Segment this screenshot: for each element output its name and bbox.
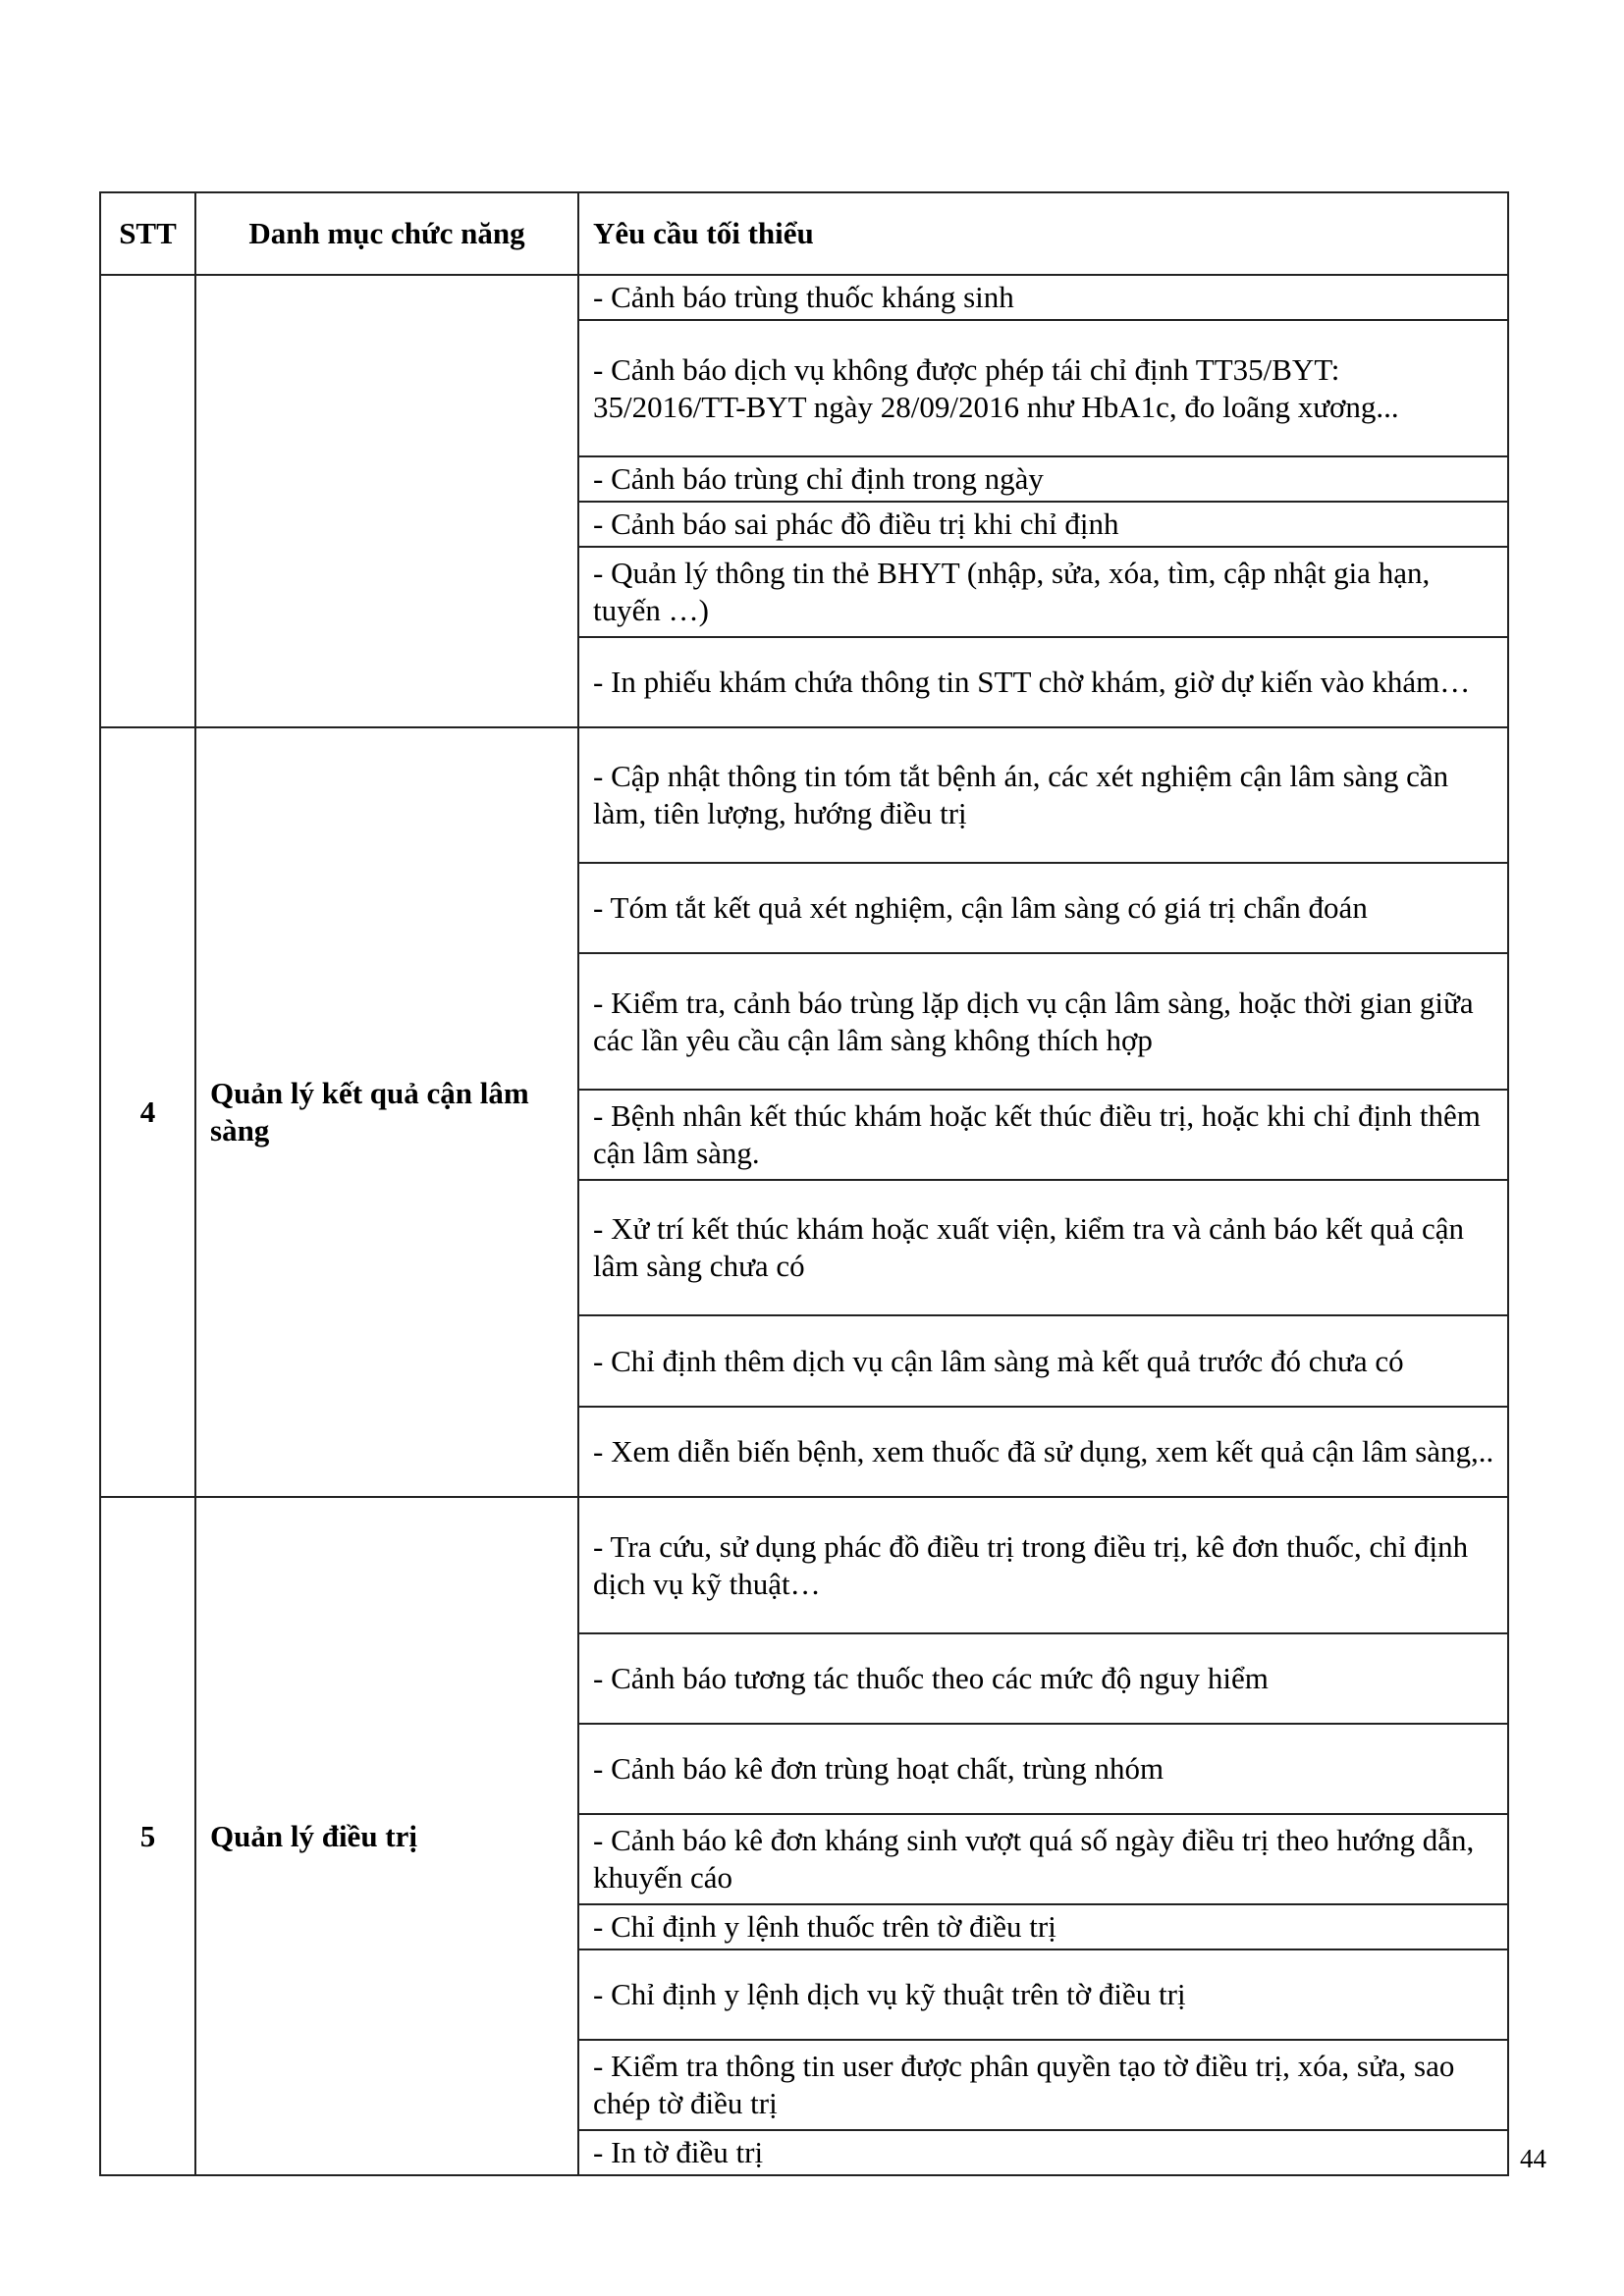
- requirement-cell: - In tờ điều trị: [578, 2130, 1508, 2175]
- requirement-cell: - Tóm tắt kết quả xét nghiệm, cận lâm sàng có giá trị chẩn đoán: [578, 863, 1508, 953]
- requirement-cell: - Cảnh báo trùng chỉ định trong ngày: [578, 456, 1508, 502]
- stt-cell-continued: [100, 275, 195, 727]
- requirement-cell: - Chỉ định thêm dịch vụ cận lâm sàng mà kết quả trước đó chưa có: [578, 1315, 1508, 1407]
- header-category: Danh mục chức năng: [195, 192, 578, 275]
- requirement-cell: - Cảnh báo dịch vụ không được phép tái chỉ định TT35/BYT: 35/2016/TT-BYT ngày 28/09/2016 như HbA1c, đo loãng xương...: [578, 320, 1508, 456]
- header-row: [100, 192, 1508, 275]
- table-row: [100, 1497, 1508, 1633]
- requirement-cell: - Xem diễn biến bệnh, xem thuốc đã sử dụng, xem kết quả cận lâm sàng,..: [578, 1407, 1508, 1497]
- table-row: [100, 275, 1508, 320]
- requirement-cell: - In phiếu khám chứa thông tin STT chờ khám, giờ dự kiến vào khám…: [578, 637, 1508, 727]
- requirement-cell: - Chỉ định y lệnh thuốc trên tờ điều trị: [578, 1904, 1508, 1949]
- table-row: [100, 727, 1508, 863]
- category-cell: Quản lý kết quả cận lâm sàng: [195, 727, 578, 1497]
- requirement-cell: - Kiểm tra, cảnh báo trùng lặp dịch vụ cận lâm sàng, hoặc thời gian giữa các lần yêu cầu cận lâm sàng không thích hợp: [578, 953, 1508, 1090]
- header-requirement: Yêu cầu tối thiểu: [578, 192, 1508, 275]
- requirement-cell: - Cảnh báo trùng thuốc kháng sinh: [578, 275, 1508, 320]
- requirement-cell: - Cảnh báo tương tác thuốc theo các mức độ nguy hiểm: [578, 1633, 1508, 1724]
- category-cell: Quản lý điều trị: [195, 1497, 578, 2175]
- category-cell-continued: [195, 275, 578, 727]
- requirement-cell: - Chỉ định y lệnh dịch vụ kỹ thuật trên tờ điều trị: [578, 1949, 1508, 2040]
- requirement-cell: - Bệnh nhân kết thúc khám hoặc kết thúc điều trị, hoặc khi chỉ định thêm cận lâm sàng.: [578, 1090, 1508, 1180]
- requirement-cell: - Tra cứu, sử dụng phác đồ điều trị trong điều trị, kê đơn thuốc, chỉ định dịch vụ kỹ thuật…: [578, 1497, 1508, 1633]
- requirement-cell: - Cảnh báo sai phác đồ điều trị khi chỉ định: [578, 502, 1508, 547]
- requirement-cell: - Xử trí kết thúc khám hoặc xuất viện, kiểm tra và cảnh báo kết quả cận lâm sàng chưa có: [578, 1180, 1508, 1315]
- stt-cell: 5: [100, 1497, 195, 2175]
- requirement-cell: - Cảnh báo kê đơn trùng hoạt chất, trùng nhóm: [578, 1724, 1508, 1814]
- requirements-table: [99, 191, 1509, 2176]
- header-stt: STT: [100, 192, 195, 275]
- requirement-cell: - Kiểm tra thông tin user được phân quyền tạo tờ điều trị, xóa, sửa, sao chép tờ điều trị: [578, 2040, 1508, 2130]
- requirement-cell: - Cảnh báo kê đơn kháng sinh vượt quá số ngày điều trị theo hướng dẫn, khuyến cáo: [578, 1814, 1508, 1904]
- requirement-cell: - Cập nhật thông tin tóm tắt bệnh án, các xét nghiệm cận lâm sàng cần làm, tiên lượng, hướng điều trị: [578, 727, 1508, 863]
- stt-cell: 4: [100, 727, 195, 1497]
- requirement-cell: - Quản lý thông tin thẻ BHYT (nhập, sửa, xóa, tìm, cập nhật gia hạn, tuyến …): [578, 547, 1508, 637]
- page-number: 44: [1520, 2144, 1546, 2173]
